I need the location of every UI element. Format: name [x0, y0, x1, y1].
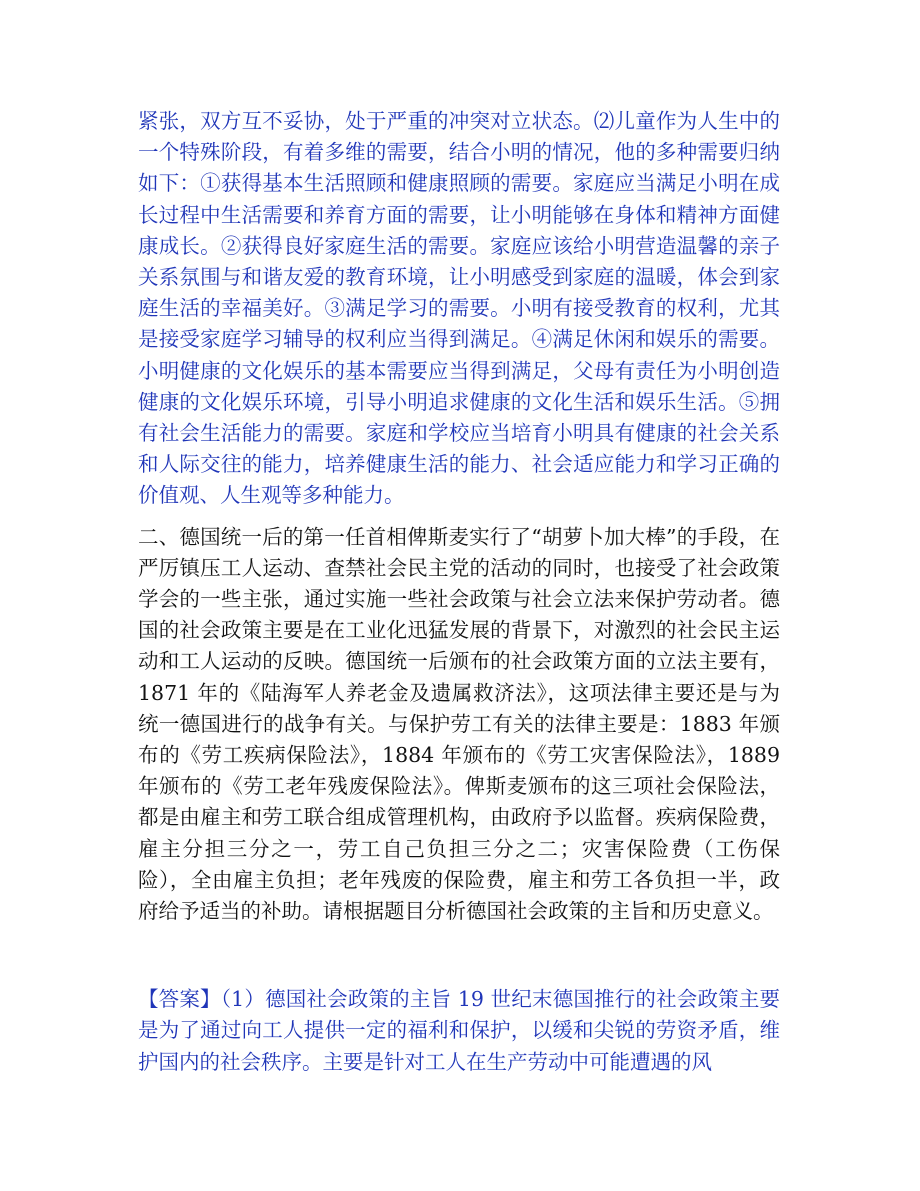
- answer-paragraph: [138, 984, 780, 1078]
- section-spacer: [138, 927, 780, 984]
- paragraph-spacer: [138, 512, 780, 522]
- answer-paragraph-continuation: 紧张，双方互不妥协，处于严重的冲突对立状态。⑵儿童作为人生中的一个特殊阶段，有着多维的需要，结合小明的情况，他的多种需要归纳如下：①获得基本生活照顾和健康照顾的需要。家庭应当满足小明在成长过程中生活需要和养育方面的需要，让小明能够在身体和精神方面健康成长。②获得良好家庭生活的需要。家庭应该给小明营造温馨的亲子关系氛围与和谐友爱的教育环境，让小明感受到家庭的温暖，体会到家庭生活的幸福美好。③满足学习的需要。小明有接受教育的权利，尤其是接受家庭学习辅导的权利应当得到满足。④满足休闲和娱乐的需要。小明健康的文化娱乐的基本需要应当得到满足，父母有责任为小明创造健康的文化娱乐环境，引导小明追求健康的文化生活和娱乐生活。⑤拥有社会生活能力的需要。家庭和学校应当培育小明具有健康的社会关系和人际交往的能力，培养健康生活的能力、社会适应能力和学习正确的价值观、人生观等多种能力。: [138, 109, 780, 508]
- document-page: [138, 106, 780, 1078]
- answer-text: （1）德国社会政策的主旨 19 世纪末德国推行的社会政策主要是为了通过向工人提供一定的福利和保护，以缓和尖锐的劳资矛盾，维护国内的社会秩序。主要是针对工人在生产劳动中可能遭遇的风: [138, 987, 781, 1074]
- question-two-paragraph: 二、德国统一后的第一任首相俾斯麦实行了“胡萝卜加大棒”的手段，在严厉镇压工人运动、查禁社会民主党的活动的同时，也接受了社会政策学会的一些主张，通过实施一些社会政策与社会立法来保护劳动者。德国的社会政策主要是在工业化迅猛发展的背景下，对激烈的社会民主运动和工人运动的反映。德国统一后颁布的社会政策方面的立法主要有，1871 年的《陆海军人养老金及遗属救济法》，这项法律主要还是与为统一德国进行的战争有关。与保护劳工有关的法律主要是：1883 年颁布的《劳工疾病保险法》，1884 年颁布的《劳工灾害保险法》，1889 年颁布的《劳工老年残废保险法》。俾斯麦颁布的这三项社会保险法，都是由雇主和劳工联合组成管理机构，由政府予以监督。疾病保险费，雇主分担三分之一，劳工自己负担三分之二；灾害保险费（工伤保险），全由雇主负担；老年残废的保险费，雇主和劳工各负担一半，政府给予适当的补助。请根据题目分析德国社会政策的主旨和历史意义。: [138, 524, 780, 924]
- answer-label: 【答案】: [138, 987, 221, 1012]
